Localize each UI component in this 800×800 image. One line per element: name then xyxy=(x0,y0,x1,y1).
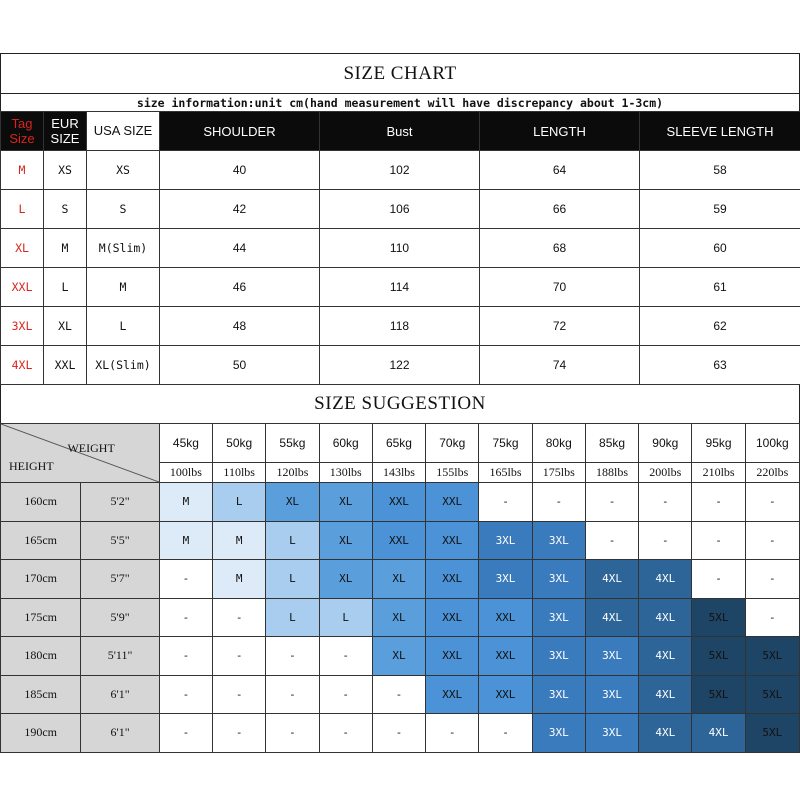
suggested-size-cell: 5XL xyxy=(745,714,799,753)
suggestion-row xyxy=(1,598,800,637)
suggested-size-cell: - xyxy=(585,483,638,522)
sleeve-length-cell: 61 xyxy=(640,268,800,307)
suggested-size-cell: XL xyxy=(372,560,425,599)
suggested-size-cell: L xyxy=(319,598,372,637)
suggested-size-cell: XL xyxy=(266,483,319,522)
suggested-size-cell: L xyxy=(266,560,319,599)
suggested-size-cell: L xyxy=(266,598,319,637)
suggested-size-cell: XL xyxy=(319,560,372,599)
suggested-size-cell: XXL xyxy=(372,483,425,522)
suggested-size-cell: - xyxy=(639,521,692,560)
header-tag-size: Tag Size xyxy=(1,112,44,151)
suggested-size-cell: - xyxy=(426,714,479,753)
eur-size-cell: M xyxy=(44,229,87,268)
weight-lbs-cell: 188lbs xyxy=(585,463,638,483)
header-eur-size: EUR SIZE xyxy=(44,112,87,151)
suggested-size-cell: - xyxy=(319,675,372,714)
shoulder-cell: 48 xyxy=(160,307,320,346)
suggested-size-cell: 4XL xyxy=(692,714,745,753)
suggested-size-cell: 3XL xyxy=(532,714,585,753)
suggested-size-cell: - xyxy=(532,483,585,522)
size-info-note: size information:unit cm(hand measurement will have discrepancy about 1-3cm) xyxy=(0,93,800,111)
suggested-size-cell: 4XL xyxy=(639,675,692,714)
suggested-size-cell: 3XL xyxy=(479,521,532,560)
height-ft-cell: 6'1" xyxy=(81,675,159,714)
weight-kg-cell: 60kg xyxy=(319,424,372,463)
sleeve-length-cell: 58 xyxy=(640,151,800,190)
suggested-size-cell: - xyxy=(745,560,799,599)
usa-size-cell: S xyxy=(87,190,160,229)
bust-cell: 122 xyxy=(320,346,480,385)
suggested-size-cell: 3XL xyxy=(585,675,638,714)
suggested-size-cell: M xyxy=(159,483,212,522)
tag-size-cell: 3XL xyxy=(1,307,44,346)
suggested-size-cell: XL xyxy=(372,598,425,637)
length-cell: 74 xyxy=(480,346,640,385)
size-chart-row xyxy=(1,268,800,307)
height-ft-cell: 5'11" xyxy=(81,637,159,676)
eur-size-cell: XXL xyxy=(44,346,87,385)
suggested-size-cell: - xyxy=(213,598,266,637)
weight-lbs-cell: 220lbs xyxy=(745,463,799,483)
suggested-size-cell: 5XL xyxy=(692,675,745,714)
height-cm-cell: 190cm xyxy=(1,714,81,753)
eur-size-cell: XL xyxy=(44,307,87,346)
suggested-size-cell: - xyxy=(745,598,799,637)
height-cm-cell: 180cm xyxy=(1,637,81,676)
height-cm-cell: 170cm xyxy=(1,560,81,599)
suggested-size-cell: - xyxy=(213,637,266,676)
suggested-size-cell: - xyxy=(266,675,319,714)
suggested-size-cell: 3XL xyxy=(532,598,585,637)
height-ft-cell: 5'9" xyxy=(81,598,159,637)
suggested-size-cell: XXL xyxy=(479,598,532,637)
suggested-size-cell: M xyxy=(213,560,266,599)
suggested-size-cell: 5XL xyxy=(745,637,799,676)
suggested-size-cell: XL xyxy=(372,637,425,676)
suggested-size-cell: 4XL xyxy=(639,714,692,753)
weight-kg-row xyxy=(1,424,800,463)
size-chart-row xyxy=(1,346,800,385)
weight-lbs-cell: 175lbs xyxy=(532,463,585,483)
sleeve-length-cell: 60 xyxy=(640,229,800,268)
eur-size-cell: S xyxy=(44,190,87,229)
size-suggestion-table xyxy=(0,423,800,753)
shoulder-cell: 40 xyxy=(160,151,320,190)
suggested-size-cell: XXL xyxy=(426,483,479,522)
size-suggestion-title: SIZE SUGGESTION xyxy=(0,385,800,423)
suggested-size-cell: - xyxy=(159,714,212,753)
suggested-size-cell: 3XL xyxy=(585,637,638,676)
suggested-size-cell: 3XL xyxy=(532,521,585,560)
suggested-size-cell: - xyxy=(372,675,425,714)
shoulder-cell: 50 xyxy=(160,346,320,385)
suggested-size-cell: XXL xyxy=(479,675,532,714)
suggested-size-cell: - xyxy=(319,714,372,753)
suggested-size-cell: - xyxy=(745,483,799,522)
suggested-size-cell: XL xyxy=(319,483,372,522)
suggested-size-cell: L xyxy=(213,483,266,522)
tag-size-cell: L xyxy=(1,190,44,229)
weight-kg-cell: 75kg xyxy=(479,424,532,463)
height-cm-cell: 175cm xyxy=(1,598,81,637)
weight-label: WEIGHT xyxy=(67,441,115,455)
suggested-size-cell: - xyxy=(159,560,212,599)
weight-lbs-cell: 165lbs xyxy=(479,463,532,483)
suggested-size-cell: 4XL xyxy=(585,598,638,637)
suggested-size-cell: 5XL xyxy=(692,637,745,676)
height-cm-cell: 185cm xyxy=(1,675,81,714)
weight-lbs-cell: 130lbs xyxy=(319,463,372,483)
weight-kg-cell: 90kg xyxy=(639,424,692,463)
suggestion-row xyxy=(1,714,800,753)
suggested-size-cell: - xyxy=(745,521,799,560)
bust-cell: 110 xyxy=(320,229,480,268)
suggestion-row xyxy=(1,483,800,522)
suggested-size-cell: 5XL xyxy=(745,675,799,714)
suggested-size-cell: XXL xyxy=(426,675,479,714)
suggested-size-cell: - xyxy=(213,675,266,714)
suggested-size-cell: - xyxy=(159,598,212,637)
length-cell: 64 xyxy=(480,151,640,190)
bust-cell: 106 xyxy=(320,190,480,229)
bust-cell: 118 xyxy=(320,307,480,346)
size-chart-row xyxy=(1,151,800,190)
suggested-size-cell: 4XL xyxy=(639,637,692,676)
suggestion-row xyxy=(1,675,800,714)
shoulder-cell: 46 xyxy=(160,268,320,307)
sleeve-length-cell: 59 xyxy=(640,190,800,229)
suggested-size-cell: 3XL xyxy=(479,560,532,599)
suggested-size-cell: XXL xyxy=(426,598,479,637)
weight-lbs-cell: 143lbs xyxy=(372,463,425,483)
suggested-size-cell: 3XL xyxy=(532,675,585,714)
size-chart-row xyxy=(1,229,800,268)
weight-lbs-cell: 110lbs xyxy=(213,463,266,483)
sleeve-length-cell: 63 xyxy=(640,346,800,385)
suggested-size-cell: - xyxy=(692,483,745,522)
suggested-size-cell: 5XL xyxy=(692,598,745,637)
sleeve-length-cell: 62 xyxy=(640,307,800,346)
header-bust: Bust xyxy=(320,112,480,151)
usa-size-cell: XS xyxy=(87,151,160,190)
height-ft-cell: 6'1" xyxy=(81,714,159,753)
weight-kg-cell: 45kg xyxy=(159,424,212,463)
length-cell: 72 xyxy=(480,307,640,346)
tag-size-cell: 4XL xyxy=(1,346,44,385)
weight-height-corner xyxy=(1,424,160,483)
suggested-size-cell: - xyxy=(639,483,692,522)
bust-cell: 114 xyxy=(320,268,480,307)
usa-size-cell: L xyxy=(87,307,160,346)
weight-kg-cell: 85kg xyxy=(585,424,638,463)
weight-kg-cell: 65kg xyxy=(372,424,425,463)
length-cell: 70 xyxy=(480,268,640,307)
shoulder-cell: 44 xyxy=(160,229,320,268)
height-ft-cell: 5'7" xyxy=(81,560,159,599)
header-usa-size: USA SIZE xyxy=(87,112,160,151)
height-label: HEIGHT xyxy=(9,459,54,473)
suggested-size-cell: - xyxy=(159,637,212,676)
header-length: LENGTH xyxy=(480,112,640,151)
suggested-size-cell: - xyxy=(479,483,532,522)
weight-kg-cell: 55kg xyxy=(266,424,319,463)
suggested-size-cell: - xyxy=(692,521,745,560)
suggested-size-cell: - xyxy=(372,714,425,753)
suggested-size-cell: XXL xyxy=(479,637,532,676)
weight-kg-cell: 70kg xyxy=(426,424,479,463)
suggested-size-cell: 3XL xyxy=(532,560,585,599)
weight-kg-cell: 80kg xyxy=(532,424,585,463)
size-chart-row xyxy=(1,307,800,346)
size-chart-title: SIZE CHART xyxy=(0,53,800,93)
suggested-size-cell: 3XL xyxy=(585,714,638,753)
bust-cell: 102 xyxy=(320,151,480,190)
tag-size-cell: XXL xyxy=(1,268,44,307)
usa-size-cell: M xyxy=(87,268,160,307)
size-guide xyxy=(0,53,800,753)
suggested-size-cell: - xyxy=(266,637,319,676)
height-cm-cell: 160cm xyxy=(1,483,81,522)
length-cell: 66 xyxy=(480,190,640,229)
header-sleeve-length: SLEEVE LENGTH xyxy=(640,112,800,151)
usa-size-cell: M(Slim) xyxy=(87,229,160,268)
suggested-size-cell: XXL xyxy=(426,521,479,560)
usa-size-cell: XL(Slim) xyxy=(87,346,160,385)
suggested-size-cell: 4XL xyxy=(639,560,692,599)
height-ft-cell: 5'5" xyxy=(81,521,159,560)
eur-size-cell: XS xyxy=(44,151,87,190)
suggested-size-cell: - xyxy=(479,714,532,753)
suggested-size-cell: - xyxy=(266,714,319,753)
weight-lbs-cell: 155lbs xyxy=(426,463,479,483)
suggestion-row xyxy=(1,560,800,599)
suggested-size-cell: XXL xyxy=(372,521,425,560)
suggested-size-cell: XXL xyxy=(426,560,479,599)
suggested-size-cell: M xyxy=(213,521,266,560)
weight-lbs-cell: 210lbs xyxy=(692,463,745,483)
height-ft-cell: 5'2" xyxy=(81,483,159,522)
tag-size-cell: XL xyxy=(1,229,44,268)
suggested-size-cell: 3XL xyxy=(532,637,585,676)
shoulder-cell: 42 xyxy=(160,190,320,229)
header-shoulder: SHOULDER xyxy=(160,112,320,151)
suggested-size-cell: M xyxy=(159,521,212,560)
eur-size-cell: L xyxy=(44,268,87,307)
suggested-size-cell: 4XL xyxy=(639,598,692,637)
weight-kg-cell: 95kg xyxy=(692,424,745,463)
suggested-size-cell: - xyxy=(213,714,266,753)
suggested-size-cell: - xyxy=(585,521,638,560)
weight-lbs-cell: 120lbs xyxy=(266,463,319,483)
suggested-size-cell: - xyxy=(319,637,372,676)
weight-lbs-cell: 100lbs xyxy=(159,463,212,483)
length-cell: 68 xyxy=(480,229,640,268)
suggested-size-cell: XXL xyxy=(426,637,479,676)
suggested-size-cell: XL xyxy=(319,521,372,560)
suggested-size-cell: L xyxy=(266,521,319,560)
suggested-size-cell: - xyxy=(159,675,212,714)
tag-size-cell: M xyxy=(1,151,44,190)
weight-kg-cell: 100kg xyxy=(745,424,799,463)
weight-lbs-cell: 200lbs xyxy=(639,463,692,483)
suggestion-row xyxy=(1,521,800,560)
weight-kg-cell: 50kg xyxy=(213,424,266,463)
suggestion-row xyxy=(1,637,800,676)
suggested-size-cell: 4XL xyxy=(585,560,638,599)
size-chart-table xyxy=(0,111,800,385)
size-chart-row xyxy=(1,190,800,229)
height-cm-cell: 165cm xyxy=(1,521,81,560)
suggested-size-cell: - xyxy=(692,560,745,599)
size-chart-header-row xyxy=(1,112,800,151)
